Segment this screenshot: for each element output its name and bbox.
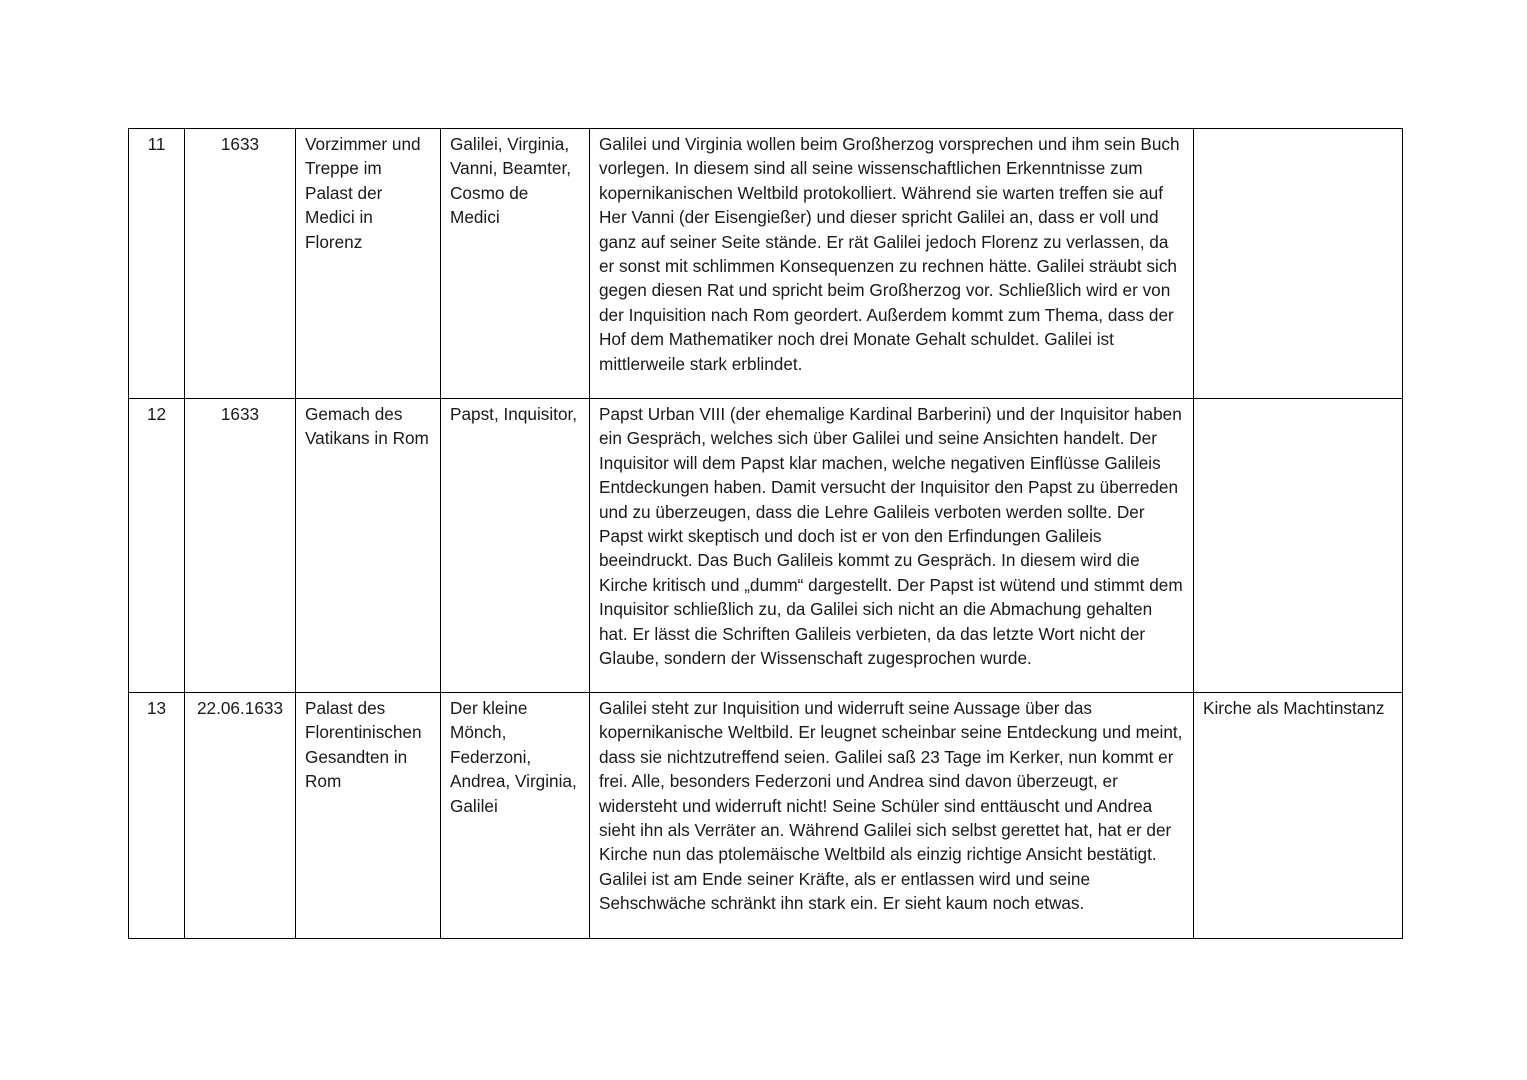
table-row: [129, 693, 1403, 939]
scene-place-cell: Vorzimmer und Treppe im Palast der Medici in Florenz: [296, 129, 441, 399]
scene-number-cell: 13: [129, 693, 185, 939]
scene-content-cell: Galilei steht zur Inquisition und widerruft seine Aussage über das kopernikanische Weltbild. Er leugnet scheinbar seine Entdeckung und meint, dass sie nichtzutreffend seien. Galilei saß 23 Tage im Kerker, nun kommt er frei. Alle, besonders Federzoni und Andrea sind davon überzeugt, er widersteht und widerruft nicht! Seine Schüler sind enttäuscht und Andrea sieht ihn als Verräter an. Während Galilei sich selbst gerettet hat, hat er der Kirche nun das ptolemäische Weltbild als einzig richtige Ansicht bestätigt. Galilei ist am Ende seiner Kräfte, als er entlassen wird und seine Sehschwäche schränkt ihn stark ein. Er sieht kaum noch etwas.: [590, 693, 1194, 939]
table-row: [129, 399, 1403, 693]
table-row: [129, 129, 1403, 399]
scene-date-cell: 1633: [185, 399, 296, 693]
scene-persons-cell: Der kleine Mönch, Federzoni, Andrea, Virginia, Galilei: [441, 693, 590, 939]
scene-number-cell: 12: [129, 399, 185, 693]
scene-place-cell: Gemach des Vatikans in Rom: [296, 399, 441, 693]
scene-theme-cell: [1194, 399, 1403, 693]
scene-place-cell: Palast des Florentinischen Gesandten in Rom: [296, 693, 441, 939]
scene-persons-cell: Papst, Inquisitor,: [441, 399, 590, 693]
scene-date-cell: 1633: [185, 129, 296, 399]
scene-number-cell: 11: [129, 129, 185, 399]
scene-content-cell: Papst Urban VIII (der ehemalige Kardinal Barberini) und der Inquisitor haben ein Gespräch, welches sich über Galilei und seine Ansichten handelt. Der Inquisitor will dem Papst klar machen, welche negativen Einflüsse Galileis Entdeckungen haben. Damit versucht der Inquisitor den Papst zu überreden und zu überzeugen, dass die Lehre Galileis verboten werden sollte. Der Papst wirkt skeptisch und doch ist er von den Erfindungen Galileis beeindruckt. Das Buch Galileis kommt zu Gespräch. In diesem wird die Kirche kritisch und „dumm“ dargestellt. Der Papst ist wütend und stimmt dem Inquisitor schließlich zu, da Galilei sich nicht an die Abmachung gehalten hat. Er lässt die Schriften Galileis verbieten, da das letzte Wort nicht der Glaube, sondern der Wissenschaft zugesprochen wurde.: [590, 399, 1194, 693]
scene-table: [128, 128, 1403, 939]
scene-theme-cell: Kirche als Machtinstanz: [1194, 693, 1403, 939]
scene-theme-cell: [1194, 129, 1403, 399]
scene-content-cell: Galilei und Virginia wollen beim Großherzog vorsprechen und ihm sein Buch vorlegen. In diesem sind all seine wissenschaftlichen Erkenntnisse zum kopernikanischen Weltbild protokolliert. Während sie warten treffen sie auf Her Vanni (der Eisengießer) und dieser spricht Galilei an, dass er voll und ganz auf seiner Seite stände. Er rät Galilei jedoch Florenz zu verlassen, da er sonst mit schlimmen Konsequenzen zu rechnen hätte. Galilei sträubt sich gegen diesen Rat und spricht beim Großherzog vor. Schließlich wird er von der Inquisition nach Rom geordert. Außerdem kommt zum Thema, dass der Hof dem Mathematiker noch drei Monate Gehalt schuldet. Galilei ist mittlerweile stark erblindet.: [590, 129, 1194, 399]
scene-date-cell: 22.06.1633: [185, 693, 296, 939]
scene-persons-cell: Galilei, Virginia, Vanni, Beamter, Cosmo de Medici: [441, 129, 590, 399]
